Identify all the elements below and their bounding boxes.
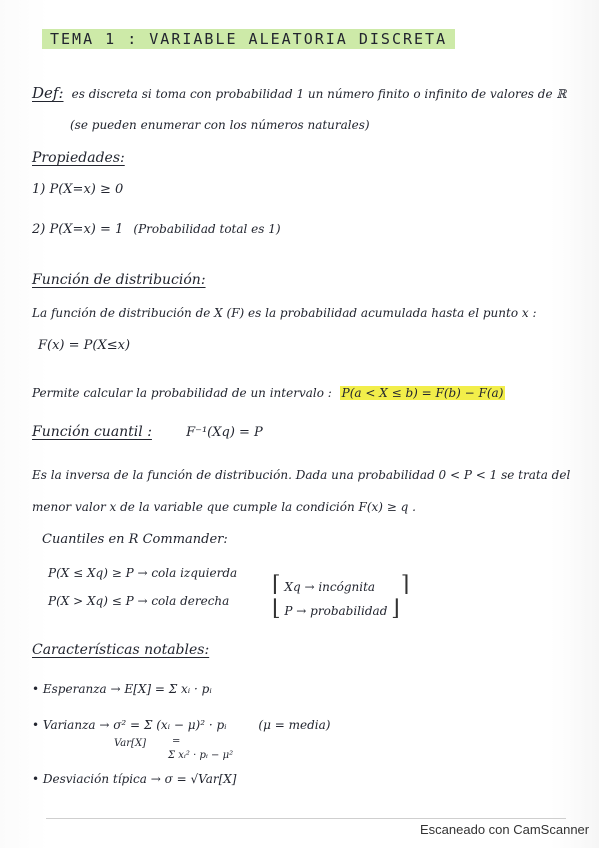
cuantiles-note-1-text: Xq → incógnita — [284, 580, 376, 594]
cuantiles-row-1: P(X ≤ Xq) ≥ P → cola izquierda — [48, 566, 238, 580]
varianza-note: (μ = media) — [258, 718, 331, 732]
bracket-open-icon: ⌈ — [272, 572, 281, 597]
desviacion-line: • Desviación típica → σ = √Var[X] — [32, 772, 237, 786]
bracket-open-bottom-icon: ⌊ — [272, 596, 281, 621]
cuantil-formula: F⁻¹(Xq) = P — [186, 425, 263, 440]
cuantiles-row-2: P(X > Xq) ≤ P → cola derecha — [48, 594, 230, 608]
propiedad-2-formula: 2) P(X=x) = 1 — [32, 222, 124, 237]
propiedad-1: 1) P(X=x) ≥ 0 — [32, 182, 124, 197]
def-label: Def: — [32, 84, 64, 102]
propiedades-heading: Propiedades: — [32, 150, 125, 166]
def-line-1 — [32, 84, 566, 102]
page-bottom-divider — [46, 818, 566, 819]
distribucion-desc: La función de distribución de X (F) es la probabilidad acumulada hasta el punto x : — [32, 306, 537, 320]
title-highlight: TEMA 1 : VARIABLE ALEATORIA DISCRETA — [42, 29, 455, 49]
cuantiles-note-1 — [272, 572, 410, 597]
caracteristicas-heading: Características notables: — [32, 642, 210, 658]
distribucion-intervalo — [32, 386, 505, 400]
propiedad-2 — [32, 222, 281, 237]
propiedad-2-note: (Probabilidad total es 1) — [133, 222, 281, 236]
bracket-close-bottom-icon: ⌋ — [391, 596, 400, 621]
intervalo-formula: P(a < X ≤ b) = F(b) − F(a) — [341, 386, 504, 400]
intervalo-text: Permite calcular la probabilidad de un intervalo : — [32, 386, 332, 400]
var-label: Var[X] — [114, 738, 146, 749]
def-text-1: es discreta si toma con probabilidad 1 un número finito o infinito de valores de ℝ — [71, 87, 567, 101]
varianza-formula: • Varianza → σ² = Σ (xᵢ − μ)² · pᵢ — [32, 718, 227, 732]
cuantiles-note-2-text: P → probabilidad — [284, 604, 388, 618]
cuantiles-note-2 — [272, 596, 400, 621]
cuantil-line — [32, 424, 263, 440]
cuantil-desc-1: Es la inversa de la función de distribución. Dada una probabilidad 0 < P < 1 se trata del — [32, 468, 571, 482]
var-equals: = — [172, 736, 181, 747]
scanner-watermark: Escaneado con CamScanner — [420, 822, 590, 837]
varianza-line — [32, 718, 330, 732]
cuantiles-heading: Cuantiles en R Commander: — [42, 532, 228, 547]
def-text-2: (se pueden enumerar con los números naturales) — [70, 118, 370, 132]
var-alternative: Σ xᵢ² · pᵢ − μ² — [168, 750, 234, 761]
esperanza-line: • Esperanza → E[X] = Σ xᵢ · pᵢ — [32, 682, 212, 696]
cuantil-desc-2: menor valor x de la variable que cumple la condición F(x) ≥ q . — [32, 500, 416, 514]
bracket-close-icon: ⌉ — [400, 572, 410, 597]
cuantil-heading: Función cuantil : — [32, 424, 152, 440]
distribucion-heading: Función de distribución: — [32, 272, 206, 288]
page-title — [42, 30, 455, 48]
distribucion-formula: F(x) = P(X≤x) — [38, 338, 131, 353]
